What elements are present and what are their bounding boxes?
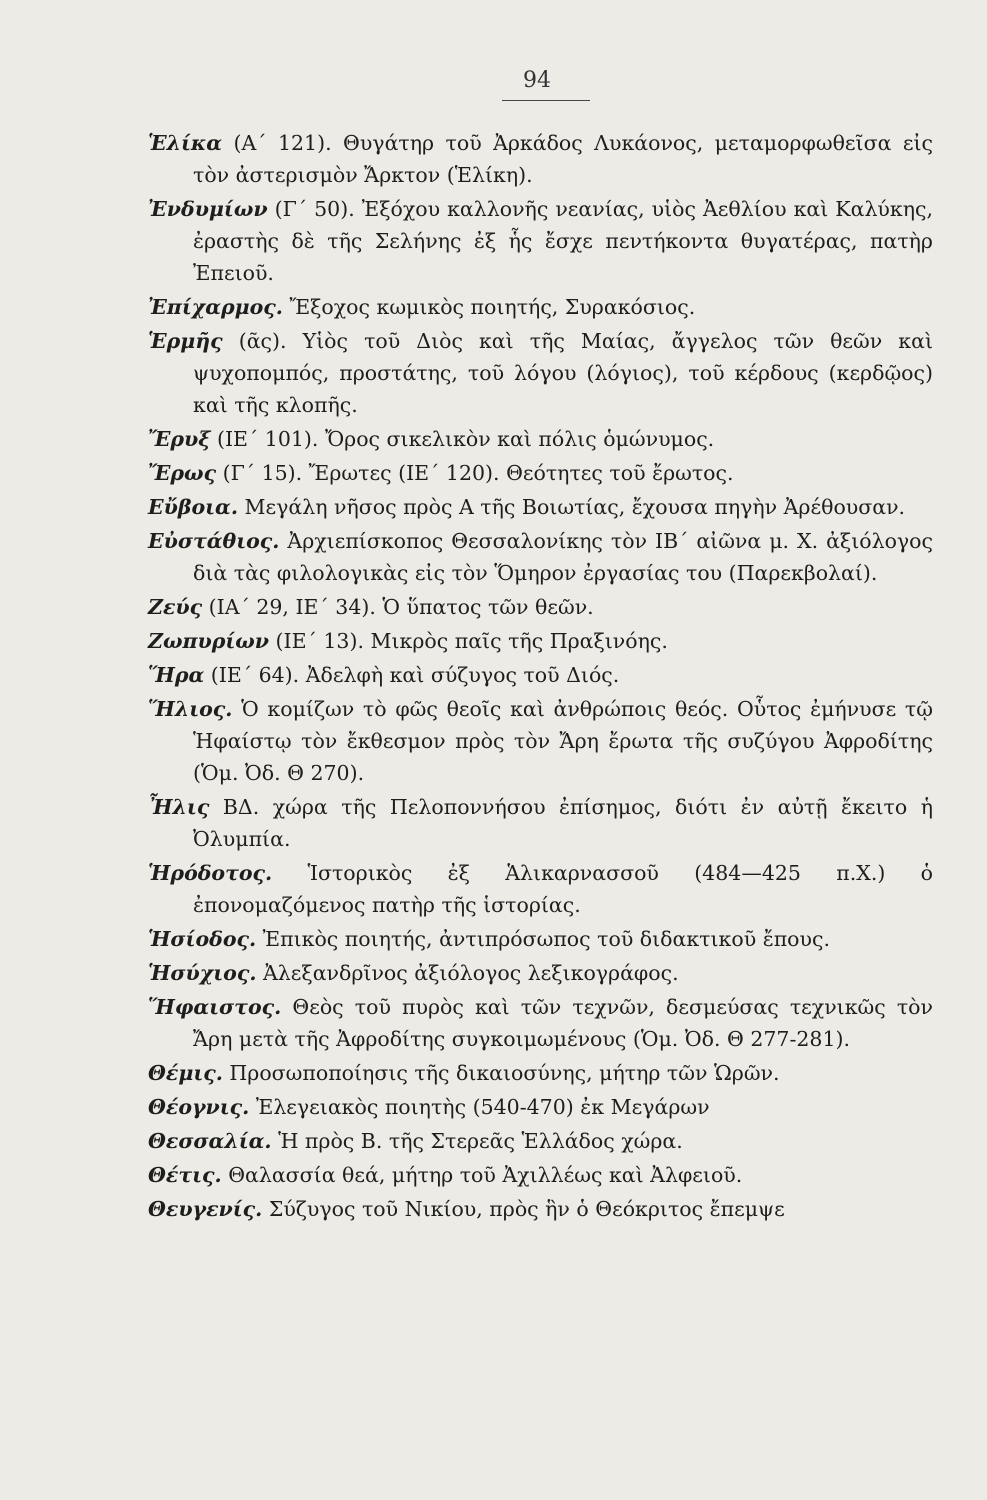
- entry-headword: Ζεύς: [148, 595, 203, 619]
- entry-text: Ἔξοχος κωμικὸς ποιητής, Συρακόσιος.: [289, 295, 696, 319]
- entry-text: (ᾶς). Υἱὸς τοῦ Διὸς καὶ τῆς Μαίας, ἄγγελος τῶν θεῶν καὶ ψυχοπομπός, προστάτης, τοῦ λόγου (λόγιος), τοῦ κέρδους (κερδῷος) καὶ τῆς κλοπῆς.: [193, 329, 933, 417]
- entry-text: Ἀλεξανδρῖνος ἀξιόλογος λεξικογράφος.: [263, 961, 679, 985]
- entry-headword: Ἡρόδοτος.: [148, 861, 273, 885]
- glossary-entry: [148, 491, 933, 523]
- glossary-entries: [148, 127, 933, 1227]
- entry-text: Θεὸς τοῦ πυρὸς καὶ τῶν τεχνῶν, δεσμεύσας τεχνικῶς τὸν Ἄρη μετὰ τῆς Ἀφροδίτης συγκοιμωμένους (Ὁμ. Ὀδ. Θ 277-281).: [193, 995, 933, 1051]
- glossary-entry: [148, 1125, 933, 1157]
- entry-headword: Εὔβοια.: [148, 495, 238, 519]
- entry-text: Ἐπικὸς ποιητής, ἀντιπρόσωπος τοῦ διδακτικοῦ ἔπους.: [262, 927, 830, 951]
- entry-headword: Ἦλις: [148, 795, 210, 819]
- entry-headword: Ἐνδυμίων: [148, 197, 268, 221]
- entry-headword: Ἥλιος.: [148, 697, 233, 721]
- entry-text: (Γ΄ 50). Ἐξόχου καλλονῆς νεανίας, υἱὸς Ἀεθλίου καὶ Καλύκης, ἐραστὴς δὲ τῆς Σελήνης ἐξ ἧς ἔσχε πεντήκοντα θυγατέρας, πατὴρ Ἐπειοῦ.: [193, 197, 933, 285]
- page-number-rule: [502, 100, 590, 101]
- entry-headword: Θευγενίς.: [148, 1197, 263, 1221]
- entry-text: Προσωποποίησις τῆς δικαιοσύνης, μήτηρ τῶν Ὡρῶν.: [229, 1061, 780, 1085]
- glossary-entry: [148, 423, 933, 455]
- glossary-entry: [148, 127, 933, 191]
- glossary-entry: [148, 957, 933, 989]
- entry-text: Ἐλεγειακὸς ποιητὴς (540-470) ἐκ Μεγάρων: [255, 1095, 710, 1119]
- entry-headword: Θέογνις.: [148, 1095, 250, 1119]
- entry-headword: Ἥρα: [148, 663, 205, 687]
- glossary-entry: [148, 525, 933, 589]
- entry-headword: Ἐπίχαρμος.: [148, 295, 283, 319]
- glossary-entry: [148, 325, 933, 421]
- entry-text: Θαλασσία θεά, μήτηρ τοῦ Ἀχιλλέως καὶ Ἀλφειοῦ.: [228, 1163, 743, 1187]
- entry-headword: Ἡσύχιος.: [148, 961, 257, 985]
- entry-headword: Ἑλίκα: [148, 131, 223, 155]
- entry-headword: Εὐστάθιος.: [148, 529, 280, 553]
- glossary-entry: [148, 1091, 933, 1123]
- page-number: 94: [523, 68, 551, 93]
- entry-text: Ἀρχιεπίσκοπος Θεσσαλονίκης τὸν ΙΒ΄ αἰῶνα μ. Χ. ἀξιόλογος διὰ τὰς φιλολογικὰς εἰς τὸν Ὅμηρον ἐργασίας του (Παρεκβολαί).: [193, 529, 933, 585]
- entry-headword: Θέμις.: [148, 1061, 223, 1085]
- entry-text: ΒΔ. χώρα τῆς Πελοποννήσου ἐπίσημος, διότι ἐν αὐτῇ ἔκειτο ἡ Ὀλυμπία.: [193, 795, 933, 851]
- entry-text: (ΙΕ΄ 64). Ἀδελφὴ καὶ σύζυγος τοῦ Διός.: [210, 663, 620, 687]
- glossary-entry: [148, 1159, 933, 1191]
- entry-text: (Γ΄ 15). Ἔρωτες (ΙΕ΄ 120). Θεότητες τοῦ ἔρωτος.: [222, 461, 734, 485]
- entry-text: Ἡ πρὸς Β. τῆς Στερεᾶς Ἑλλάδος χώρα.: [278, 1129, 683, 1153]
- glossary-entry: [148, 857, 933, 921]
- glossary-entry: [148, 193, 933, 289]
- entry-text: Σύζυγος τοῦ Νικίου, πρὸς ἣν ὁ Θεόκριτος ἔπεμψε: [268, 1197, 785, 1221]
- glossary-entry: [148, 591, 933, 623]
- entry-text: Ὁ κομίζων τὸ φῶς θεοῖς καὶ ἀνθρώποις θεός. Οὗτος ἐμήνυσε τῷ Ἡφαίστῳ τὸν ἔκθεσμον πρὸς τὸν Ἄρη ἔρωτα τῆς συζύγου Ἀφροδίτης (Ὁμ. Ὀδ. Θ 270).: [193, 697, 933, 785]
- entry-headword: Ἡσίοδος.: [148, 927, 257, 951]
- entry-headword: Ζωπυρίων: [148, 629, 270, 653]
- entry-headword: Ἑρμῆς: [148, 329, 223, 353]
- glossary-entry: [148, 1057, 933, 1089]
- entry-text: (ΙΑ΄ 29, ΙΕ΄ 34). Ὁ ὕπατος τῶν θεῶν.: [208, 595, 594, 619]
- glossary-entry: [148, 1193, 933, 1225]
- entry-headword: Ἥφαιστος.: [148, 995, 282, 1019]
- entry-text: (Α΄ 121). Θυγάτηρ τοῦ Ἀρκάδος Λυκάονος, μεταμορφωθεῖσα εἰς τὸν ἀστερισμὸν Ἄρκτον (Ἑλίκη).: [193, 131, 933, 187]
- entry-headword: Ἔρως: [148, 461, 217, 485]
- entry-headword: Θεσσαλία.: [148, 1129, 272, 1153]
- entry-text: (ΙΕ΄ 101). Ὄρος σικελικὸν καὶ πόλις ὁμώνυμος.: [216, 427, 715, 451]
- glossary-entry: [148, 923, 933, 955]
- glossary-entry: [148, 659, 933, 691]
- glossary-entry: [148, 693, 933, 789]
- entry-text: Ἱστορικὸς ἐξ Ἁλικαρνασσοῦ (484—425 π.Χ.) ὁ ἐπονομαζόμενος πατὴρ τῆς ἱστορίας.: [193, 861, 933, 917]
- entry-headword: Θέτις.: [148, 1163, 222, 1187]
- entry-text: Μεγάλη νῆσος πρὸς Α τῆς Βοιωτίας, ἔχουσα πηγὴν Ἀρέθουσαν.: [244, 495, 906, 519]
- entry-text: (ΙΕ΄ 13). Μικρὸς παῖς τῆς Πραξινόης.: [275, 629, 668, 653]
- glossary-entry: [148, 291, 933, 323]
- glossary-entry: [148, 625, 933, 657]
- entry-headword: Ἔρυξ: [148, 427, 211, 451]
- glossary-entry: [148, 791, 933, 855]
- glossary-entry: [148, 457, 933, 489]
- glossary-entry: [148, 991, 933, 1055]
